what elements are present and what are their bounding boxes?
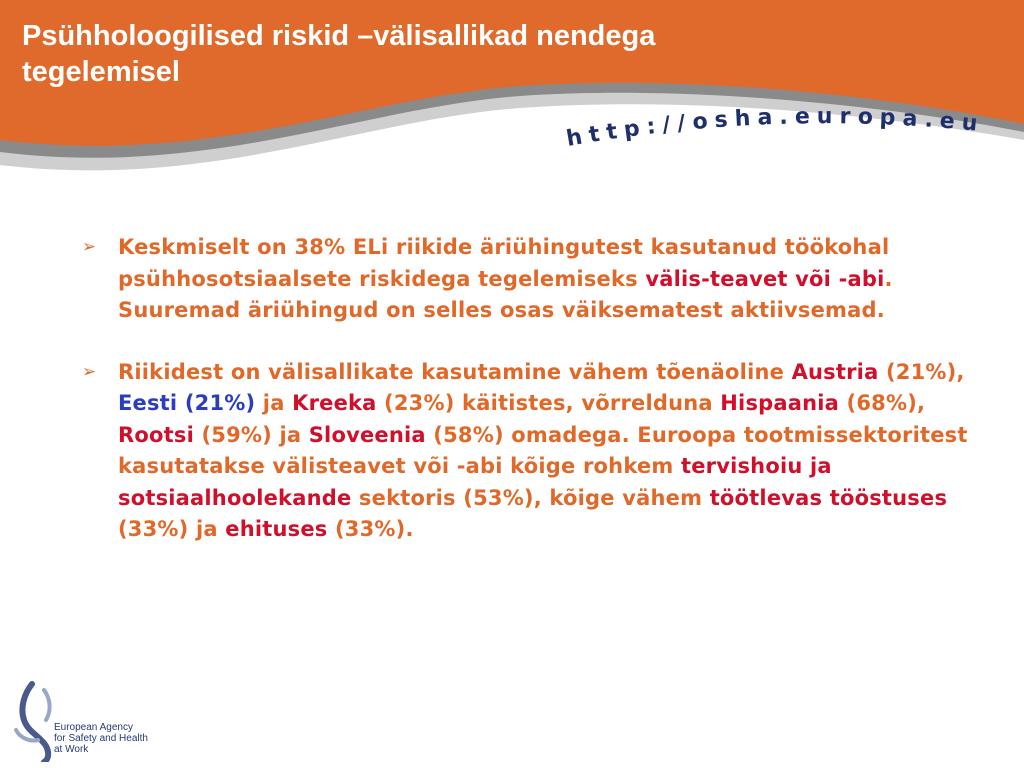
logo-line-2: for Safety and Health xyxy=(54,733,148,744)
title-line-1: Psühholoogilised riskid –välisallikad nendega xyxy=(22,20,656,52)
arrow-bullet-icon: ➢ xyxy=(82,361,97,382)
page-title xyxy=(22,18,922,90)
svg-text:http://osha.europa.eu xyxy=(565,104,986,152)
website-url-text: http://osha.europa.eu xyxy=(564,104,986,152)
logo-line-1: European Agency xyxy=(54,722,133,733)
website-url xyxy=(560,96,1000,166)
bullet-text-2: Riikidest on välisallikate kasutamine vähem tõenäoline Austria (21%), Eesti (21%) ja Kreeka (23%) käitistes, võrrelduna Hispaania (68%), Rootsi (59%) ja Sloveenia (58%) omadega. Euroopa tootmissektoritest kasutatakse välisteavet või -abi kõige rohkem tervishoiu ja sotsiaalhoolekande sektoris (53%), kõige vähem töötlevas tööstuses (33%) ja ehituses (33%). xyxy=(118,359,968,541)
bullet-list xyxy=(78,232,978,576)
title-line-2: tegelemisel xyxy=(22,56,180,88)
bullet-text-1: Keskmiselt on 38% ELi riikide äriühingutest kasutanud töökohal psühhosotsiaalsete riskidega tegelemiseks välis-teavet või -abi. Suuremad äriühingud on selles osas väiksematest aktiivsemad. xyxy=(118,235,893,322)
arrow-bullet-icon: ➢ xyxy=(82,237,97,257)
agency-logo-text xyxy=(54,722,154,755)
bullet-item-2 xyxy=(78,357,978,546)
bullet-item-1 xyxy=(78,232,978,327)
logo-line-3: at Work xyxy=(54,744,89,755)
